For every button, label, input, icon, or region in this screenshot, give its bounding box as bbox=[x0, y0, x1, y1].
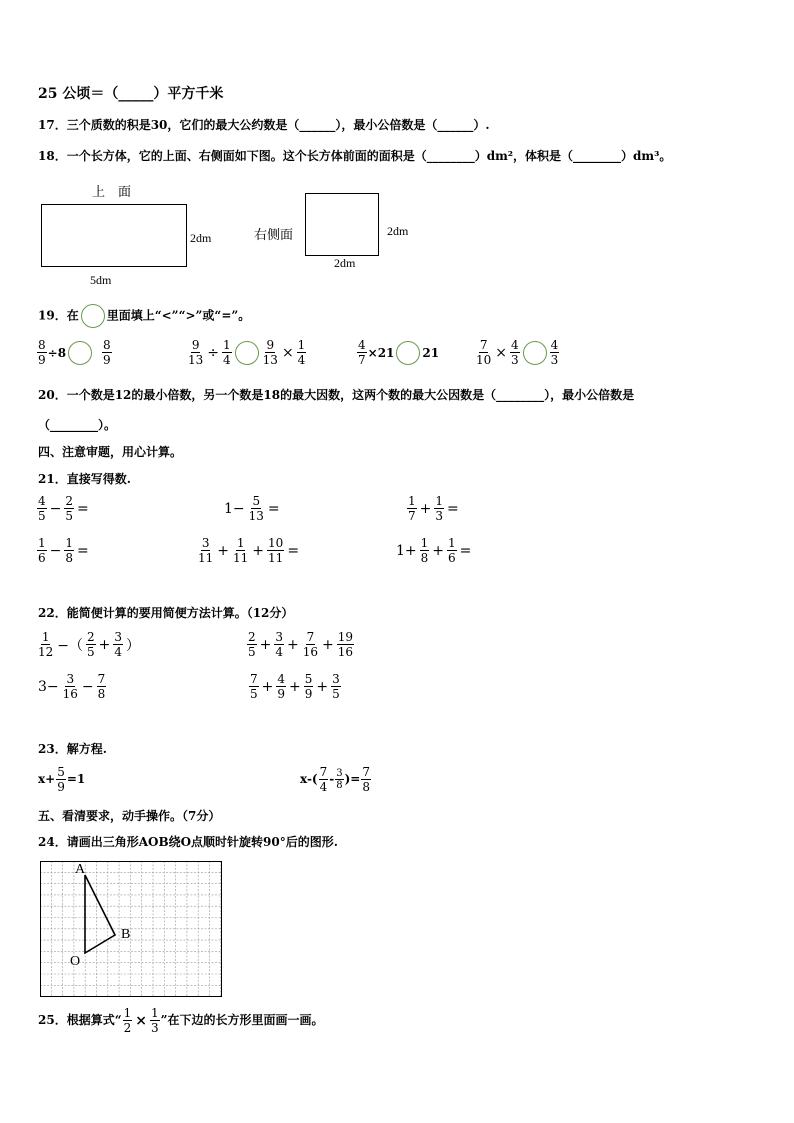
answer-circle[interactable] bbox=[235, 341, 259, 365]
compare-circle-icon bbox=[81, 304, 105, 328]
question-24: 24．请画出三角形AOB绕O点顺时针旋转90°后的图形. bbox=[38, 835, 338, 849]
q21-item-b: 1− $\frac{5}{13}$ = bbox=[224, 494, 280, 523]
question-18: 18．一个长方体，它的上面、右侧面如下图。这个长方体前面的面积是（________）dm²，体积是（________）dm³。 bbox=[38, 149, 672, 163]
question-25-hectare: 25 公顷＝（_____）平方千米 bbox=[38, 86, 224, 102]
fraction: $\frac{8}{9}$ bbox=[103, 338, 111, 367]
q19-item-4 bbox=[474, 338, 560, 367]
top-face-rectangle bbox=[41, 204, 187, 267]
question-25: 25．根据算式“ $\frac{1}{2}$ × $\frac{1}{3}$ ”在下边的长方形里面画一画。 bbox=[38, 1006, 324, 1035]
question-19 bbox=[38, 304, 250, 328]
q22-item-b: $\frac{2}{5}$ + $\frac{3}{4}$ + $\frac{7}{16}$ + $\frac{19}{16}$ bbox=[248, 630, 354, 659]
q19-item-1 bbox=[36, 338, 113, 367]
section-4-heading: 四、注意审题，用心计算。 bbox=[38, 445, 183, 459]
side-face-label: 右侧面 bbox=[254, 228, 294, 243]
question-21: 21．直接写得数. bbox=[38, 472, 131, 486]
fraction: $\frac{1}{4}$ bbox=[223, 338, 231, 367]
top-face-height: 2dm bbox=[190, 231, 212, 245]
q22-item-c: 3− $\frac{3}{16}$ − $\frac{7}{8}$ bbox=[38, 672, 106, 701]
fraction: $\frac{4}{7}$ bbox=[358, 338, 366, 367]
q21-item-d: $\frac{1}{6}$ − $\frac{1}{8}$ = bbox=[38, 536, 89, 565]
answer-circle[interactable] bbox=[523, 341, 547, 365]
section-5-heading: 五、看清要求，动手操作。（7分） bbox=[38, 809, 221, 823]
fraction: $\frac{8}{9}$ bbox=[38, 338, 46, 367]
answer-circle[interactable] bbox=[68, 341, 92, 365]
fraction: $\frac{4}{3}$ bbox=[550, 338, 559, 367]
q21-item-a: $\frac{4}{5}$ − $\frac{2}{5}$ = bbox=[38, 494, 89, 523]
answer-circle[interactable] bbox=[396, 341, 420, 365]
q19-item-2 bbox=[186, 338, 307, 367]
fraction: $\frac{4}{3}$ bbox=[511, 338, 519, 367]
q21-item-f: 1+ $\frac{1}{8}$ + $\frac{1}{6}$ = bbox=[396, 536, 472, 565]
operator: ÷8 bbox=[47, 346, 67, 360]
q22-item-a: $\frac{1}{12}$ −（ $\frac{2}{5}$ + $\frac{3}{4}$ ） bbox=[38, 630, 141, 659]
question-22: 22．能简便计算的要用简便方法计算。（12分） bbox=[38, 606, 294, 620]
operator: × bbox=[281, 344, 294, 361]
vertex-o-label: O bbox=[70, 954, 81, 969]
q21-item-c: $\frac{1}{7}$ + $\frac{1}{3}$ = bbox=[408, 494, 459, 523]
q19-prompt-end: 里面填上“<”“>”或“=”。 bbox=[106, 308, 251, 323]
top-face-width: 5dm bbox=[90, 273, 112, 287]
q19-item-3 bbox=[356, 338, 439, 367]
vertex-a-label: A bbox=[75, 862, 86, 877]
triangle-aob bbox=[85, 875, 115, 953]
question-20-line-1: 20．一个数是12的最小倍数，另一个数是18的最大因数，这两个数的最大公因数是（________），最小公倍数是 bbox=[38, 388, 635, 402]
question-20-line-2: （________）。 bbox=[38, 418, 117, 432]
q23-equation-b: x-( $\frac{7}{4}$ - $\frac{3}{8}$ )= $\frac{7}{8}$ bbox=[300, 765, 370, 794]
fraction: $\frac{1}{4}$ bbox=[297, 338, 306, 367]
operand: 21 bbox=[422, 346, 440, 360]
rotation-grid[interactable] bbox=[40, 861, 222, 997]
question-23: 23．解方程. bbox=[38, 742, 107, 756]
fraction: $\frac{7}{10}$ bbox=[476, 338, 492, 367]
side-face-width: 2dm bbox=[334, 256, 356, 270]
top-face-label: 上 面 bbox=[92, 185, 132, 200]
side-face-height: 2dm bbox=[387, 224, 409, 238]
fraction: $\frac{9}{13}$ bbox=[262, 338, 278, 367]
operator: × bbox=[495, 344, 508, 361]
vertex-b-label: B bbox=[121, 927, 131, 942]
q21-item-e: $\frac{3}{11}$ + $\frac{1}{11}$ + $\frac{10}{11}$ = bbox=[198, 536, 300, 565]
operator: ×21 bbox=[367, 346, 395, 360]
side-face-rectangle bbox=[305, 193, 379, 256]
q22-item-d: $\frac{7}{5}$ + $\frac{4}{9}$ + $\frac{5}{9}$ + $\frac{3}{5}$ bbox=[250, 672, 340, 701]
question-17: 17．三个质数的积是30，它们的最大公约数是（______），最小公倍数是（______）. bbox=[38, 118, 490, 132]
fraction: $\frac{9}{13}$ bbox=[188, 338, 204, 367]
operator: ÷ bbox=[207, 344, 220, 361]
q23-equation-a: x+ $\frac{5}{9}$ =1 bbox=[38, 765, 86, 794]
q19-prompt-start: 19．在 bbox=[38, 308, 79, 323]
